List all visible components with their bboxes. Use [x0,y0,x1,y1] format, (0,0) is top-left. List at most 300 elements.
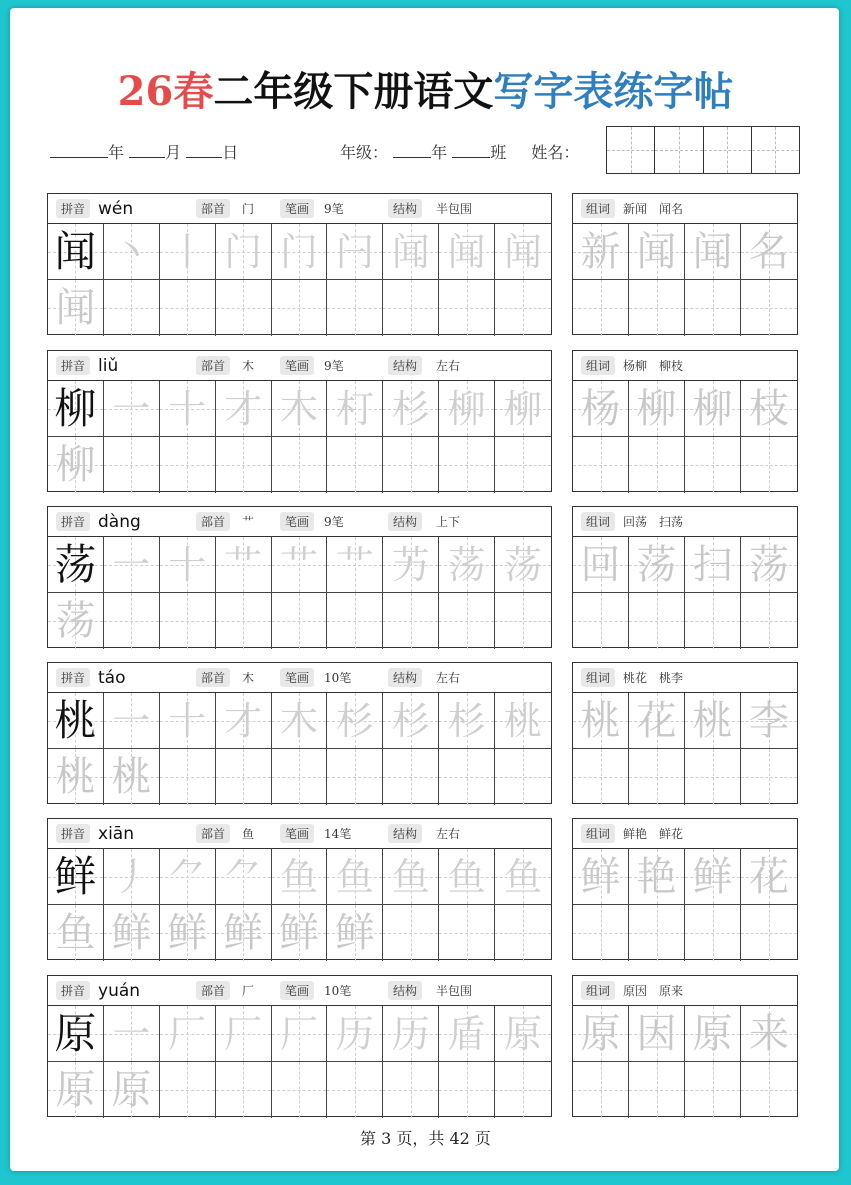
grid-cell[interactable] [439,849,495,905]
grid-cell[interactable] [160,224,216,280]
word-header [572,193,798,223]
stroke-step: 杉 [447,698,486,743]
stroke-step: 门 [279,229,318,274]
grid-cell[interactable] [685,224,741,280]
grid-cell[interactable] [741,537,797,593]
grid-cell[interactable] [741,381,797,437]
strokes-value: 9笔 [324,359,344,373]
grid-cell[interactable] [495,381,551,437]
grid-cell[interactable] [272,749,328,805]
trace-char: 原 [111,1067,152,1113]
grid-cell[interactable] [495,537,551,593]
trace-char: 鲜 [167,910,208,956]
word-trace-char: 花 [749,853,789,900]
char-info-header [47,975,552,1005]
name-box[interactable] [654,127,702,173]
stroke-step: 原 [504,1011,543,1056]
word-trace-char: 回 [580,541,621,588]
day-label: 日 [222,143,239,162]
grid-cell[interactable] [216,381,272,437]
structure-tag: 结构 [388,668,422,687]
grid-cell[interactable] [629,381,685,437]
grid-cell[interactable] [741,749,797,805]
grid-cell[interactable] [327,1006,383,1062]
grid-cell[interactable] [104,224,160,280]
word-trace-char: 枝 [749,385,789,432]
word-trace-char: 新 [580,228,621,275]
radical-value: 门 [242,202,255,216]
grid-cell[interactable] [685,849,741,905]
stroke-step: 一 [112,698,151,743]
stroke-step: 杉 [391,698,430,743]
grid-cell[interactable] [383,537,439,593]
word-header [572,975,798,1005]
grid-cell[interactable] [272,437,328,493]
radical-tag: 部首 [196,199,230,218]
grid-cell[interactable] [741,280,797,336]
word-block [572,662,798,804]
grid-cell[interactable] [741,593,797,649]
structure-value: 上下 [436,515,461,529]
trace-char: 鲜 [334,910,375,956]
grid-cell[interactable] [629,849,685,905]
grid-cell[interactable] [741,905,797,961]
grid-cell[interactable] [272,593,328,649]
structure-value: 半包围 [436,984,473,998]
word-grid [572,1005,798,1117]
stroke-step: 木 [279,698,318,743]
char-block [47,506,552,648]
strokes-tag: 笔画 [280,824,314,843]
grid-cell[interactable] [272,224,328,280]
strokes-value: 10笔 [324,671,352,685]
grade-blank[interactable] [393,143,431,158]
pinyin-tag: 拼音 [56,668,90,687]
grid-cell[interactable] [327,381,383,437]
grid-cell[interactable] [741,224,797,280]
grid-cell[interactable] [439,280,495,336]
grid-cell[interactable] [48,1006,104,1062]
grid-cell[interactable] [327,224,383,280]
month-blank[interactable] [129,143,165,158]
grid-cell[interactable] [573,1062,629,1118]
stroke-step: 十 [168,386,207,431]
grid-cell[interactable] [685,537,741,593]
stroke-step: 一 [112,542,151,587]
grid-cell[interactable] [272,849,328,905]
strokes-value: 9笔 [324,515,344,529]
grid-cell[interactable] [160,537,216,593]
grid-cell[interactable] [629,749,685,805]
structure-tag: 结构 [388,512,422,531]
grid-cell[interactable] [741,1006,797,1062]
class-blank[interactable] [452,143,490,158]
structure-value: 左右 [436,671,461,685]
grid-cell[interactable] [573,280,629,336]
grid-cell[interactable] [272,1006,328,1062]
name-box[interactable] [607,127,654,173]
day-blank[interactable] [186,143,222,158]
word-trace-char: 桃 [692,697,733,744]
grid-cell[interactable] [685,381,741,437]
grid-cell[interactable] [685,437,741,493]
grid-cell[interactable] [573,1006,629,1062]
grid-cell[interactable] [160,280,216,336]
trace-char: 桃 [111,754,152,800]
grid-cell[interactable] [48,224,104,280]
words-tag: 组词 [581,824,615,843]
grid-cell[interactable] [216,1006,272,1062]
grid-cell[interactable] [104,437,160,493]
grid-cell[interactable] [327,280,383,336]
grid-cell[interactable] [439,905,495,961]
char-info-header [47,818,552,848]
grade-year-label: 年 [431,143,448,162]
grid-cell[interactable] [160,1062,216,1118]
word-trace-char: 花 [636,697,677,744]
stroke-step: 艹 [224,542,263,587]
grid-cell[interactable] [48,905,104,961]
grid-cell[interactable] [495,905,551,961]
radical-tag: 部首 [196,981,230,1000]
grid-cell[interactable] [573,437,629,493]
stroke-step: 鱼 [335,854,374,899]
name-box[interactable] [751,127,799,173]
stroke-step: 朾 [335,386,374,431]
grid-cell[interactable] [160,749,216,805]
grid-cell[interactable] [160,1006,216,1062]
grid-cell[interactable] [685,593,741,649]
grid-cell[interactable] [573,381,629,437]
model-char: 原 [54,1008,97,1058]
grid-cell[interactable] [439,593,495,649]
grid-cell[interactable] [160,693,216,749]
grid-cell[interactable] [327,849,383,905]
grid-cell[interactable] [439,693,495,749]
stroke-step: 鱼 [447,854,486,899]
grid-cell[interactable] [272,693,328,749]
grid-cell[interactable] [685,693,741,749]
grid-cell[interactable] [48,381,104,437]
grid-cell[interactable] [160,593,216,649]
strokes-tag: 笔画 [280,199,314,218]
grid-cell[interactable] [160,437,216,493]
grid-cell[interactable] [629,1006,685,1062]
char-block [47,975,552,1117]
grid-cell[interactable] [439,381,495,437]
month-label: 月 [165,143,182,162]
grid-cell[interactable] [216,224,272,280]
grid-cell[interactable] [629,280,685,336]
grid-cell[interactable] [48,693,104,749]
stroke-step: 历 [391,1011,430,1056]
grid-cell[interactable] [629,593,685,649]
stroke-step: 历 [335,1011,374,1056]
grid-cell[interactable] [383,593,439,649]
grid-cell[interactable] [216,849,272,905]
grid-cell[interactable] [216,280,272,336]
grid-cell[interactable] [160,381,216,437]
grid-cell[interactable] [272,1062,328,1118]
structure-tag: 结构 [388,199,422,218]
grid-cell[interactable] [272,280,328,336]
word-grid [572,848,798,960]
grid-cell[interactable] [216,593,272,649]
trace-char: 桃 [55,754,96,800]
word-header [572,506,798,536]
class-label: 班 [490,143,507,162]
grid-cell[interactable] [495,693,551,749]
stroke-step: 鱼 [391,854,430,899]
trace-char: 鲜 [111,910,152,956]
grid-cell[interactable] [629,1062,685,1118]
radical-value: 艹 [242,515,255,529]
grid-cell[interactable] [495,437,551,493]
grid-cell[interactable] [104,849,160,905]
grid-cell[interactable] [383,224,439,280]
grid-cell[interactable] [104,905,160,961]
grid-cell[interactable] [48,749,104,805]
grid-cell[interactable] [104,1006,160,1062]
grid-cell[interactable] [104,537,160,593]
word-header [572,350,798,380]
grid-cell[interactable] [629,693,685,749]
stroke-step: 厂 [224,1011,263,1056]
model-char: 桃 [54,695,97,745]
radical-value: 木 [242,359,255,373]
title-part-1: 26春 [117,68,214,115]
year-blank[interactable] [50,143,108,158]
grid-cell[interactable] [327,905,383,961]
grid-cell[interactable] [216,749,272,805]
grid-cell[interactable] [104,381,160,437]
words-tag: 组词 [581,512,615,531]
grid-cell[interactable] [629,224,685,280]
words-tag: 组词 [581,668,615,687]
grid-cell[interactable] [685,905,741,961]
name-boxes[interactable] [606,126,800,174]
grid-cell[interactable] [104,693,160,749]
pinyin-value: xiān [98,823,134,844]
grid-cell[interactable] [383,381,439,437]
grid-cell[interactable] [104,593,160,649]
stroke-step: 丶 [112,229,151,274]
grid-cell[interactable] [495,1062,551,1118]
structure-value: 左右 [436,359,461,373]
writing-grid [47,223,552,335]
page-footer: 第 3 页，共 42 页 [360,1129,491,1148]
grid-cell[interactable] [216,437,272,493]
grid-cell[interactable] [104,749,160,805]
stroke-step: 杉 [335,698,374,743]
word-trace-char: 鲜 [692,853,733,900]
stroke-step: 才 [224,698,263,743]
stroke-step: 厂 [279,1011,318,1056]
grid-cell[interactable] [629,537,685,593]
title-part-2: 二年级下册语文 [213,68,494,115]
word-trace-char: 鲜 [580,853,621,900]
grid-cell[interactable] [327,593,383,649]
grid-cell[interactable] [685,1062,741,1118]
grid-cell[interactable] [160,905,216,961]
name-box[interactable] [703,127,751,173]
structure-tag: 结构 [388,356,422,375]
grid-cell[interactable] [48,537,104,593]
grid-cell[interactable] [383,280,439,336]
words-tag: 组词 [581,981,615,1000]
trace-char: 鲜 [223,910,264,956]
grid-cell[interactable] [48,1062,104,1118]
stroke-step: 十 [168,542,207,587]
word-trace-char: 荡 [636,541,677,588]
grid-cell[interactable] [272,537,328,593]
strokes-value: 14笔 [324,827,352,841]
grid-cell[interactable] [327,537,383,593]
stroke-step: 柳 [504,386,543,431]
stroke-step: 门 [224,229,263,274]
grid-cell[interactable] [48,593,104,649]
grid-cell[interactable] [439,1006,495,1062]
char-info-header [47,193,552,223]
strokes-value: 9笔 [324,202,344,216]
grid-cell[interactable] [685,280,741,336]
word-trace-char: 李 [749,697,789,744]
grid-cell[interactable] [495,749,551,805]
radical-value: 厂 [242,984,255,998]
word-trace-char: 扫 [692,541,733,588]
words-value: 杨柳 柳枝 [623,359,684,373]
word-trace-char: 桃 [580,697,621,744]
stroke-step: 一 [112,1011,151,1056]
grid-cell[interactable] [741,693,797,749]
grid-cell[interactable] [685,1006,741,1062]
trace-char: 闻 [55,285,96,331]
word-trace-char: 荡 [749,541,789,588]
writing-grid [47,1005,552,1117]
words-value: 鲜艳 鲜花 [623,827,684,841]
word-header [572,818,798,848]
grid-cell[interactable] [383,437,439,493]
grid-cell[interactable] [216,693,272,749]
char-block [47,818,552,960]
strokes-value: 10笔 [324,984,352,998]
char-info-header [47,506,552,536]
grid-cell[interactable] [383,1062,439,1118]
grid-cell[interactable] [48,437,104,493]
stroke-step: 艹 [335,542,374,587]
grid-cell[interactable] [573,905,629,961]
grid-cell[interactable] [327,1062,383,1118]
grid-cell[interactable] [439,749,495,805]
structure-value: 半包围 [436,202,473,216]
grid-cell[interactable] [573,593,629,649]
grid-cell[interactable] [573,749,629,805]
word-trace-char: 柳 [636,385,677,432]
grid-cell[interactable] [495,280,551,336]
word-header [572,662,798,692]
grid-cell[interactable] [439,537,495,593]
grid-cell[interactable] [383,1006,439,1062]
grid-cell[interactable] [327,749,383,805]
grid-cell[interactable] [495,593,551,649]
grid-cell[interactable] [495,849,551,905]
model-char: 荡 [54,539,97,589]
stroke-step: 荡 [504,542,543,587]
grid-cell[interactable] [573,224,629,280]
strokes-tag: 笔画 [280,512,314,531]
trace-char: 原 [55,1067,96,1113]
grid-cell[interactable] [573,537,629,593]
grid-cell[interactable] [495,224,551,280]
grid-cell[interactable] [272,381,328,437]
pinyin-tag: 拼音 [56,981,90,1000]
word-trace-char: 来 [749,1010,789,1057]
writing-grid [47,536,552,648]
class-line [340,140,579,163]
word-trace-char: 杨 [580,385,621,432]
stroke-step: 艹 [279,542,318,587]
pinyin-tag: 拼音 [56,512,90,531]
grid-cell[interactable] [48,280,104,336]
grid-cell[interactable] [573,693,629,749]
structure-tag: 结构 [388,981,422,1000]
grid-cell[interactable] [216,905,272,961]
grid-cell[interactable] [439,1062,495,1118]
grid-cell[interactable] [383,905,439,961]
grid-cell[interactable] [327,693,383,749]
char-block [47,662,552,804]
grid-cell[interactable] [629,437,685,493]
grid-cell[interactable] [48,849,104,905]
stroke-step: 闩 [335,229,374,274]
strokes-tag: 笔画 [280,668,314,687]
grid-cell[interactable] [741,849,797,905]
grid-cell[interactable] [495,1006,551,1062]
radical-tag: 部首 [196,668,230,687]
grid-cell[interactable] [160,849,216,905]
grid-cell[interactable] [629,905,685,961]
word-trace-char: 闻 [636,228,677,275]
stroke-step: 十 [168,698,207,743]
grid-cell[interactable] [383,693,439,749]
stroke-step: 才 [224,386,263,431]
writing-grid [47,380,552,492]
stroke-step: 丨 [168,229,207,274]
grid-cell[interactable] [439,224,495,280]
trace-char: 鱼 [55,910,96,956]
grid-cell[interactable] [383,749,439,805]
grid-cell[interactable] [383,849,439,905]
grid-cell[interactable] [573,849,629,905]
grid-cell[interactable] [741,1062,797,1118]
grid-cell[interactable] [439,437,495,493]
grid-cell[interactable] [327,437,383,493]
grid-cell[interactable] [104,280,160,336]
grid-cell[interactable] [272,905,328,961]
stroke-step: 厂 [168,1011,207,1056]
pinyin-tag: 拼音 [56,199,90,218]
stroke-step: 木 [279,386,318,431]
stroke-step: 鱼 [279,854,318,899]
grid-cell[interactable] [104,1062,160,1118]
stroke-step: 桃 [504,698,543,743]
grid-cell[interactable] [685,749,741,805]
radical-tag: 部首 [196,512,230,531]
word-block [572,818,798,960]
grid-cell[interactable] [216,537,272,593]
grid-cell[interactable] [216,1062,272,1118]
grid-cell[interactable] [741,437,797,493]
